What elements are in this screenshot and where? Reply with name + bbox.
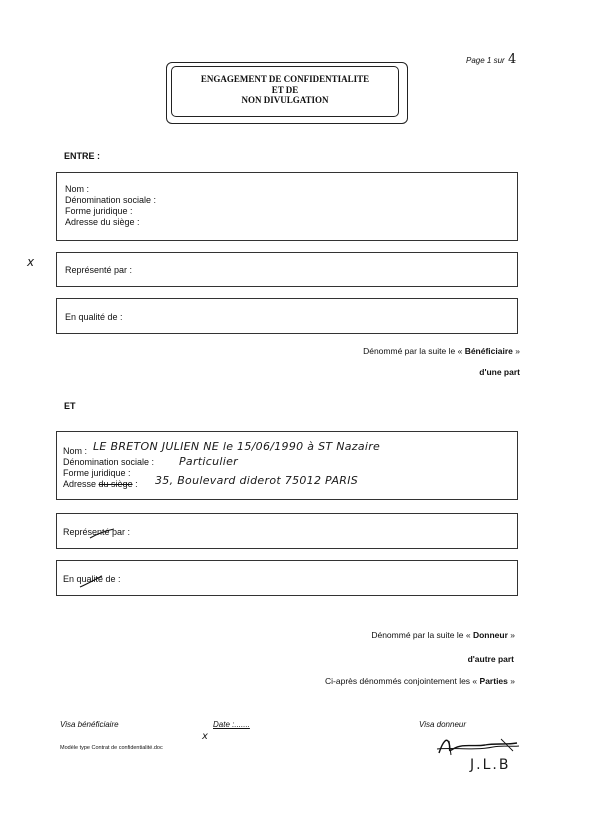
donor-adresse-struck: du siège (98, 479, 133, 489)
donor-qualite-box (56, 560, 518, 596)
strike-mark-icon (89, 528, 115, 540)
parties-name: Parties (479, 676, 508, 686)
signature-image (433, 733, 523, 759)
date-field: Date :....... (213, 720, 250, 729)
page-number-label: Page 1 sur (466, 56, 505, 65)
entre-label: ENTRE : (64, 151, 100, 161)
title-line-2: ET DE (271, 84, 299, 95)
beneficiary-forme-label: Forme juridique : (65, 206, 133, 216)
beneficiary-represente-label: Représenté par : (65, 265, 133, 275)
donor-adresse-label: Adresse du siège : (63, 479, 138, 489)
beneficiary-name: Bénéficiaire (464, 346, 513, 356)
donor-name: Donneur (472, 630, 508, 640)
donor-forme-label: Forme juridique : (63, 468, 131, 478)
title-line-1: ENGAGEMENT DE CONFIDENTIALITE (200, 74, 370, 84)
initials-handwritten: J.L.B (470, 757, 511, 773)
date-mark: x (202, 731, 209, 742)
donor-nom-label: Nom : (63, 446, 88, 456)
et-label: ET (64, 401, 76, 411)
donor-represente-box (56, 513, 518, 549)
donor-identity-box (56, 431, 518, 500)
beneficiary-designation: Dénommé par la suite le « Bénéficiaire » (363, 346, 520, 356)
beneficiary-identity-box (56, 172, 518, 241)
beneficiary-adresse-label: Adresse du siège : (65, 217, 140, 227)
donor-qualite-label: En qualité de : (63, 574, 121, 584)
donor-denomination-label: Dénomination sociale : (63, 457, 155, 467)
visa-beneficiaire: Visa bénéficiaire (60, 720, 119, 729)
document-title (171, 66, 399, 117)
margin-mark: x (27, 255, 35, 269)
beneficiary-nom-label: Nom : (65, 184, 90, 194)
donor-denomination-handwritten: Particulier (179, 455, 238, 468)
donor-designation: Dénommé par la suite le « Donneur » (371, 630, 515, 640)
beneficiary-qualite-box (56, 298, 518, 334)
page-total-handwritten: 4 (507, 52, 517, 67)
beneficiary-denomination-label: Dénomination sociale : (65, 195, 157, 205)
dune-part: d'une part (479, 367, 520, 377)
donor-adresse-handwritten: 35, Boulevard diderot 75012 PARIS (155, 474, 359, 487)
strike-mark-icon (79, 575, 103, 589)
beneficiary-qualite-label: En qualité de : (65, 312, 123, 322)
beneficiary-represente-box (56, 252, 518, 287)
donor-represente-label: Représenté par : (63, 527, 131, 537)
visa-donneur: Visa donneur (419, 720, 466, 729)
donor-nom-handwritten: LE BRETON JULIEN NE le 15/06/1990 à ST Nazaire (93, 440, 381, 453)
title-line-3: NON DIVULGATION (241, 95, 329, 105)
parties-designation: Ci-après dénommés conjointement les « Parties » (325, 676, 515, 686)
page-number (466, 52, 516, 67)
dautre-part: d'autre part (467, 654, 514, 664)
model-reference: Modèle type Contrat de confidentialité.doc (60, 745, 163, 751)
